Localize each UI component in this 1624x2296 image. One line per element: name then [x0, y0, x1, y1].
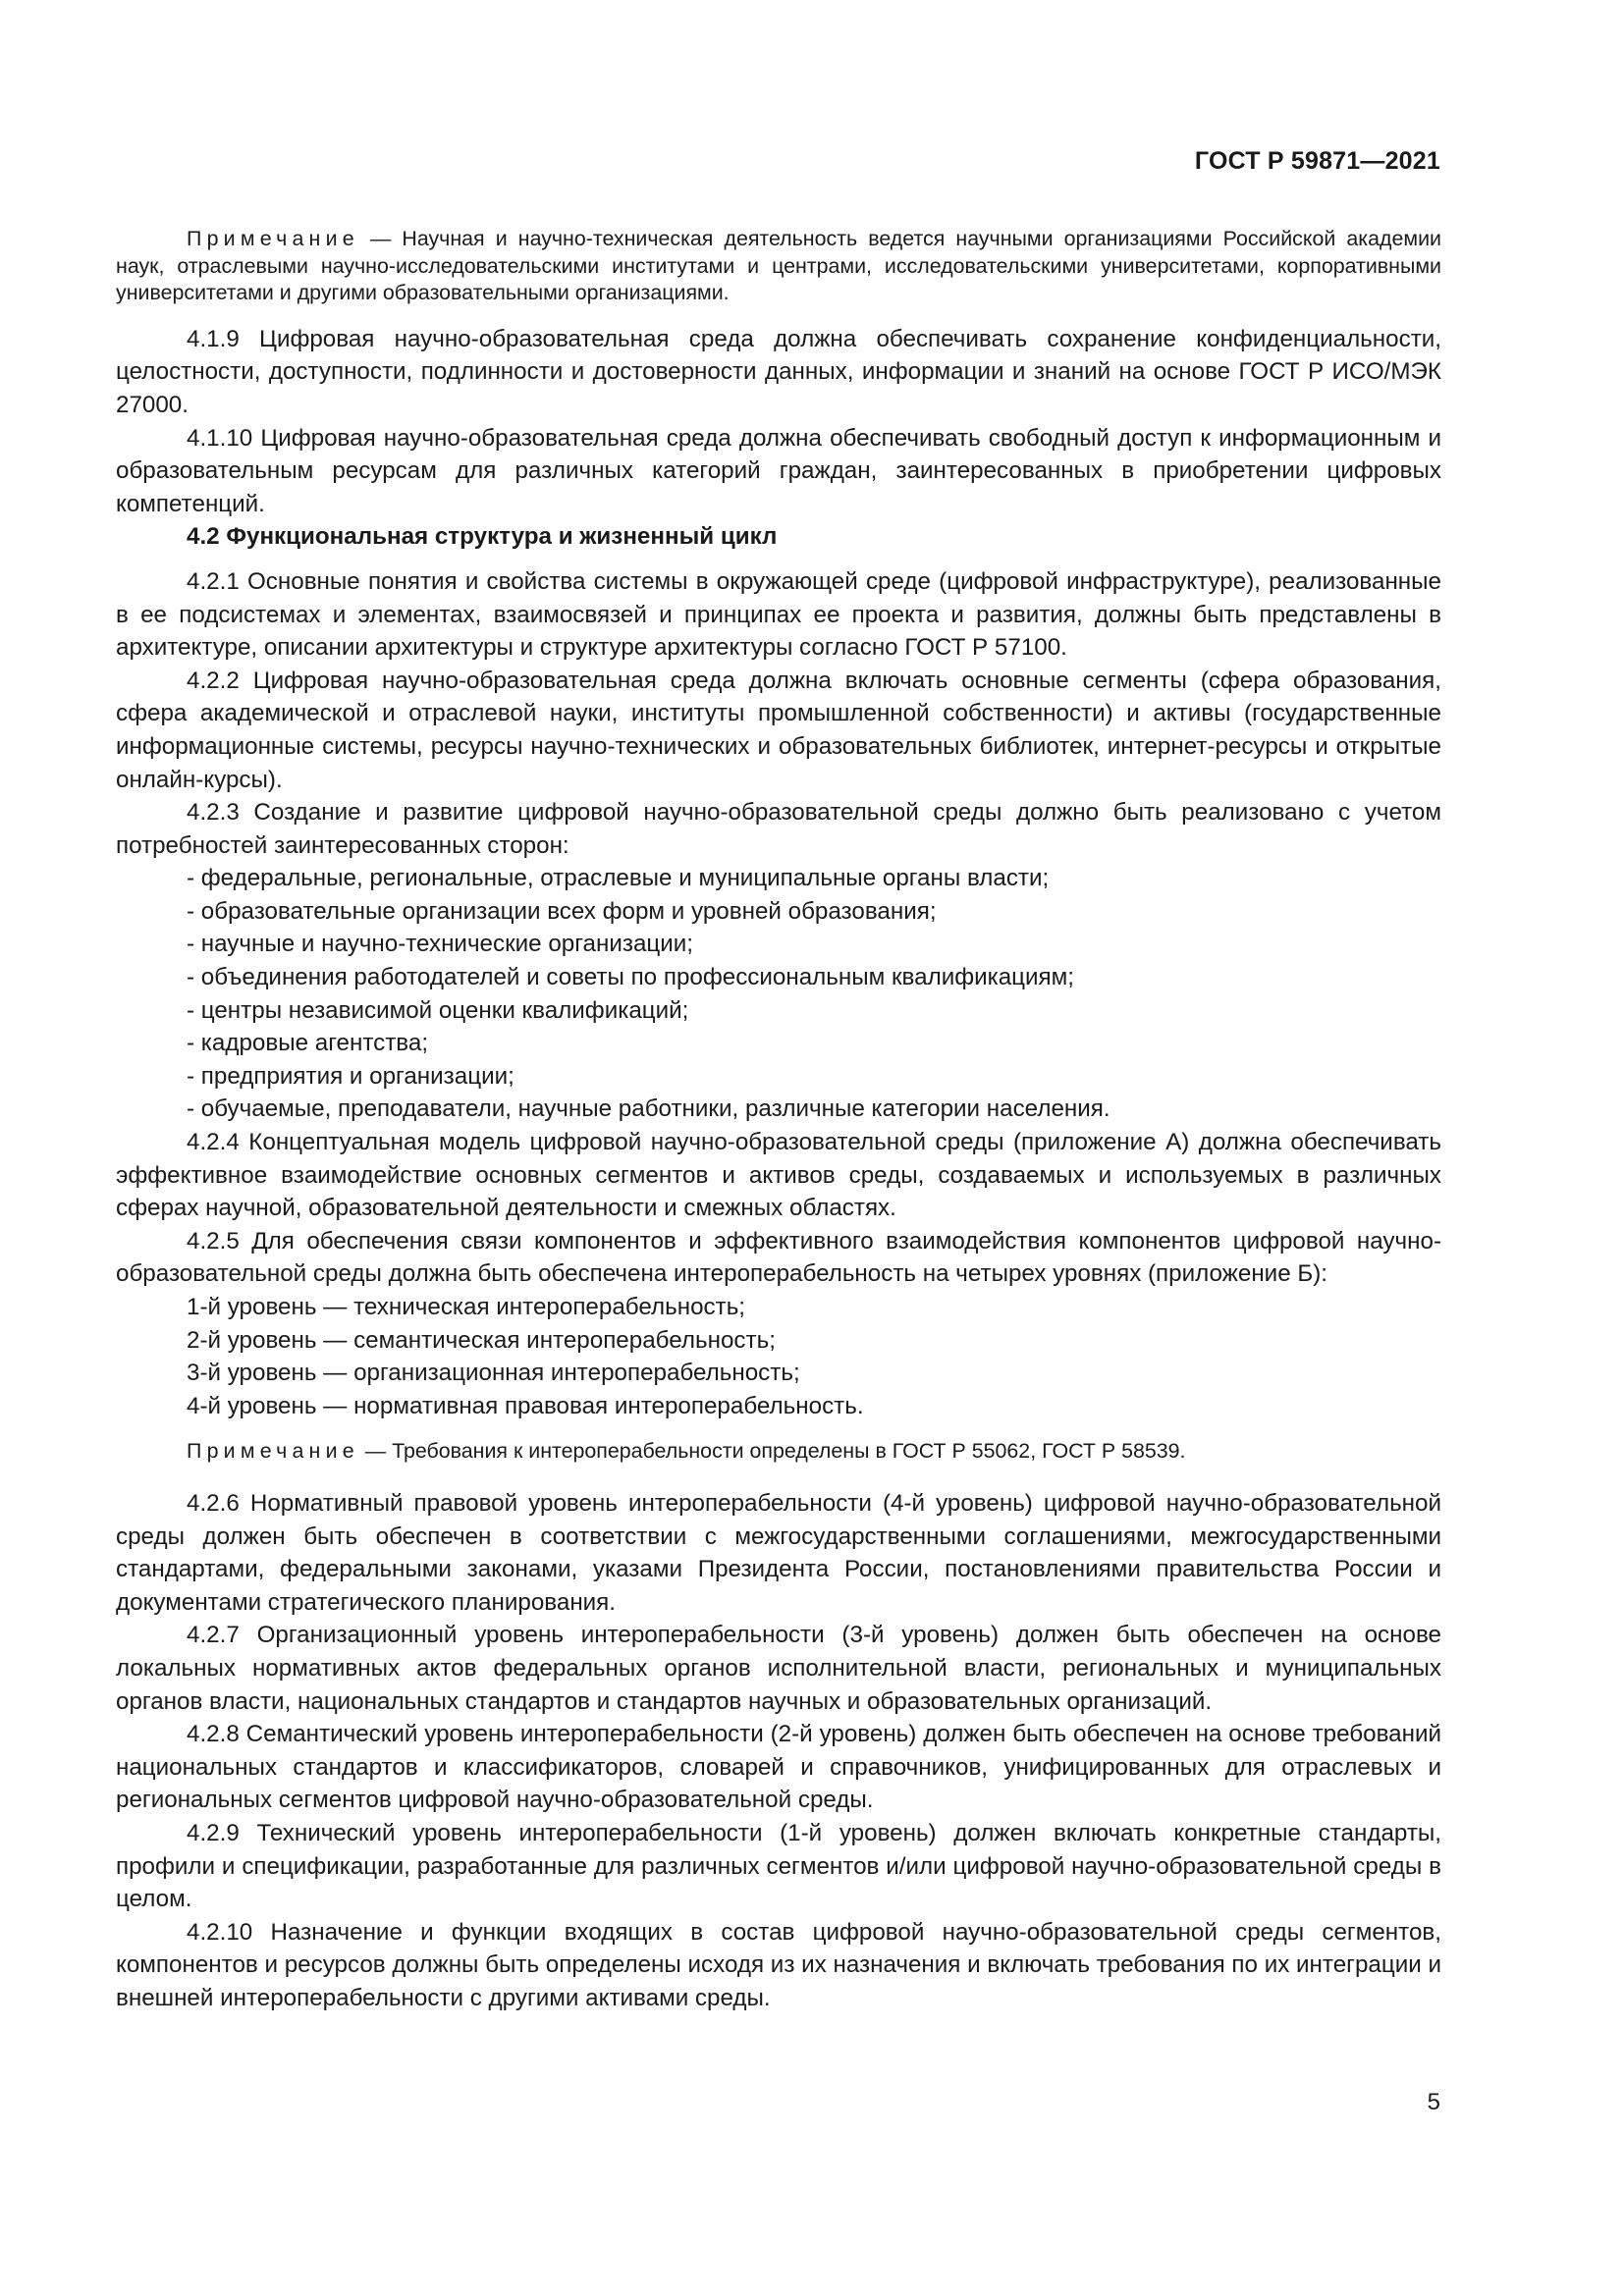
- list-item: 1-й уровень — техническая интероперабельность;: [187, 1294, 746, 1320]
- note-text: — Требования к интероперабельности определены в ГОСТ Р 55062, ГОСТ Р 58539.: [358, 1439, 1186, 1464]
- paragraph-4-2-2: 4.2.2 Цифровая научно-образовательная среда должна включать основные сегменты (сфера образования, сфера академической и отраслевой науки, институты промышленной собственности) и активы (государственные информационные системы, ресурсы научно-технических и образовательных библиотек, интернет-ресурсы и открытые онлайн-курсы).: [116, 667, 1441, 793]
- paragraph-4-1-10: 4.1.10 Цифровая научно-образовательная среда должна обеспечивать свободный доступ к информационным и образовательным ресурсам для различных категорий граждан, заинтересованных в приобретении цифровых компетенций.: [116, 424, 1441, 517]
- list-item: - центры независимой оценки квалификаций;: [187, 996, 689, 1024]
- list-item: - объединения работодателей и советы по профессиональным квалификациям;: [187, 964, 1074, 991]
- note-label: Примечание: [187, 1439, 359, 1464]
- document-code: ГОСТ Р 59871—2021: [1194, 147, 1440, 175]
- paragraph-4-1-9: 4.1.9 Цифровая научно-образовательная среда должна обеспечивать сохранение конфиденциальности, целостности, доступности, подлинности и достоверности данных, информации и знаний на основе ГОСТ Р ИСО/МЭК 27000.: [116, 325, 1441, 418]
- note-paragraph: [116, 1438, 1441, 1466]
- note-text: — Научная и научно-техническая деятельность ведется научными организациями Российской академии наук, отраслевыми научно-исследовательскими институтами и центрами, исследовательскими университетами, корпоративными университетами и другими образовательными организациями.: [116, 227, 1441, 305]
- paragraph-4-2-9: 4.2.9 Технический уровень интероперабельности (1-й уровень) должен включать конкретные стандарты, профили и спецификации, разработанные для различных сегментов и/или цифровой научно-образовательной среды в целом.: [116, 1819, 1441, 1913]
- paragraph-4-2-8: 4.2.8 Семантический уровень интероперабельности (2-й уровень) должен быть обеспечен на основе требований национальных стандартов и классификаторов, словарей и справочников, унифицированных для отраслевых и региональных сегментов цифровой научно-образовательной среды.: [116, 1721, 1441, 1814]
- paragraph-4-2-5: 4.2.5 Для обеспечения связи компонентов и эффективного взаимодействия компонентов цифровой научно-образовательной среды должна быть обеспечена интероперабельность на четырех уровнях (приложение Б):: [116, 1227, 1441, 1288]
- list-item: 4-й уровень — нормативная правовая интероперабельность.: [187, 1392, 864, 1419]
- stakeholder-list: [116, 862, 1441, 1126]
- paragraph-4-2-7: 4.2.7 Организационный уровень интероперабельности (3-й уровень) должен быть обеспечен на основе локальных нормативных актов федеральных органов исполнительной власти, региональных и муниципальных органов власти, национальных стандартов и стандартов научных и образовательных организаций.: [116, 1622, 1441, 1715]
- paragraph-4-2-6: 4.2.6 Нормативный правовой уровень интероперабельности (4-й уровень) цифровой научно-образовательной среды должен быть обеспечен в соответствии с межгосударственными соглашениями, межгосударственными стандартами, федеральными законами, указами Президента России, постановлениями правительства России и документами стратегического планирования.: [116, 1489, 1441, 1616]
- note-label: Примечание: [187, 227, 359, 250]
- paragraph-4-2-1: 4.2.1 Основные понятия и свойства системы в окружающей среде (цифровой инфраструктуре), реализованные в ее подсистемах и элементах, взаимосвязей и принципах ее проекта и развития, должны быть представлены в архитектуре, описании архитектуры и структуре архитектуры согласно ГОСТ Р 57100.: [116, 567, 1441, 662]
- paragraph-4-2-10: 4.2.10 Назначение и функции входящих в состав цифровой научно-образовательной среды сегментов, компонентов и ресурсов должны быть определены исходя из их назначения и включать требования по их интеграции и внешней интероперабельности с другими активами среды.: [116, 1918, 1441, 2011]
- list-item: 2-й уровень — семантическая интероперабельность;: [187, 1326, 776, 1354]
- list-item: 3-й уровень — организационная интероперабельность;: [187, 1360, 800, 1387]
- list-item: - предприятия и организации;: [187, 1062, 514, 1090]
- note-paragraph: [116, 226, 1441, 307]
- interoperability-levels-list: [116, 1291, 1441, 1422]
- paragraph-4-2-4: 4.2.4 Концептуальная модель цифровой научно-образовательной среды (приложение А) должна обеспечивать эффективное взаимодействие основных сегментов и активов среды, создаваемых и используемых в различных сферах научной, образовательной деятельности и смежных областях.: [116, 1129, 1441, 1222]
- section-heading: 4.2 Функциональная структура и жизненный цикл: [187, 523, 778, 551]
- paragraph-4-2-3: 4.2.3 Создание и развитие цифровой научно-образовательной среды должно быть реализовано с учетом потребностей заинтересованных сторон:: [116, 799, 1441, 859]
- list-item: - обучаемые, преподаватели, научные работники, различные категории населения.: [187, 1095, 1110, 1123]
- page-content: [116, 226, 1441, 2014]
- page-number: 5: [1427, 2089, 1440, 2115]
- list-item: - научные и научно-технические организации;: [187, 931, 694, 958]
- list-item: - образовательные организации всех форм и уровней образования;: [187, 897, 937, 925]
- list-item: - кадровые агентства;: [187, 1030, 429, 1057]
- list-item: - федеральные, региональные, отраслевые и муниципальные органы власти;: [187, 865, 1050, 892]
